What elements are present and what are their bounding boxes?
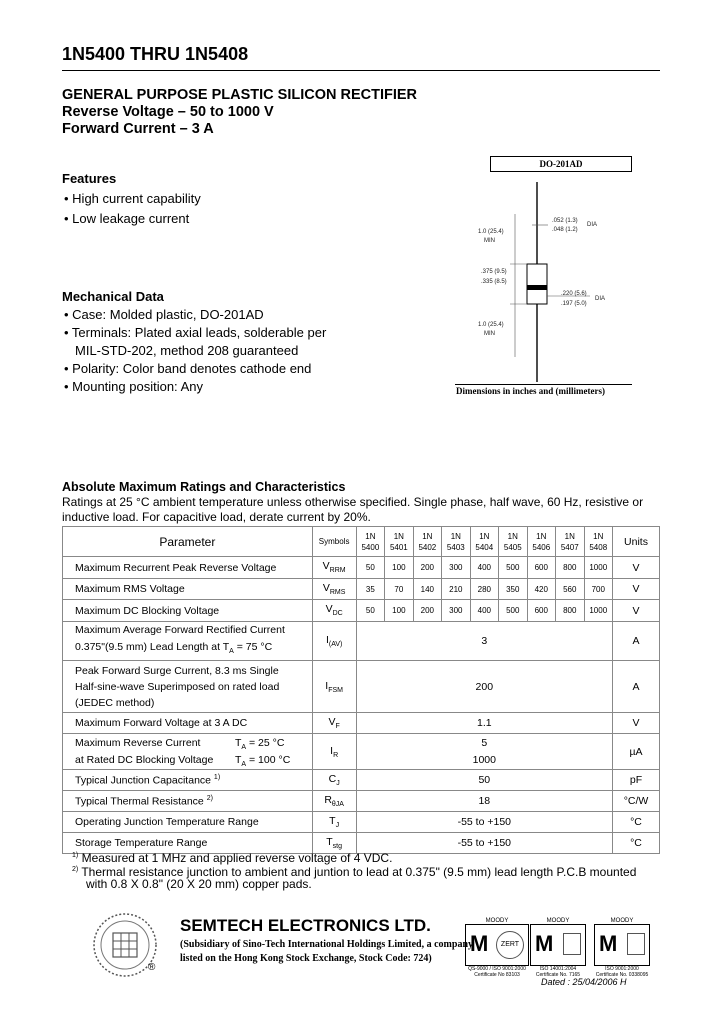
footnote-2-cont: with 0.8 X 0.8" (20 X 20 mm) copper pads.: [86, 877, 312, 891]
header-model: 1N 5404: [470, 527, 498, 557]
value-cell: 560: [556, 579, 584, 600]
value-cell: 350: [499, 579, 527, 600]
mechanical-item: • Case: Molded plastic, DO-201AD: [64, 307, 264, 322]
param-cell: Maximum Average Forward Rectified Current 0.375"(9.5 mm) Lead Length at $T_A = 75$ °C: [63, 622, 313, 661]
mechanical-heading: Mechanical Data: [62, 289, 164, 304]
value-cell: 280: [470, 579, 498, 600]
value-cell: 800: [556, 557, 584, 579]
feature-item: • Low leakage current: [64, 211, 190, 226]
feature-item: • High current capability: [64, 191, 201, 206]
value-cell: 5 1000: [356, 734, 612, 770]
symbol-cell: $V_{DC}$: [312, 600, 356, 622]
body-length-value-1: .375 (9.5): [481, 269, 507, 275]
footnote-1: $^{1)}$ Measured at 1 MHz and applied reverse voltage of 4 VDC.: [72, 851, 393, 865]
value-cell: 1000: [584, 600, 612, 622]
mechanical-item: • Mounting position: Any: [64, 379, 203, 394]
unit-cell: µA: [612, 734, 659, 770]
company-subsidiary-line-2: listed on the Hong Kong Stock Exchange, Stock Code: 724): [180, 953, 432, 964]
document-title: 1N5400 THRU 1N5408: [62, 44, 249, 64]
caption-rule: [455, 384, 632, 385]
forward-current-line: Forward Current – 3 A: [62, 121, 214, 137]
symbol-cell: $V_{RMS}$: [312, 579, 356, 600]
ratings-table: [62, 526, 660, 854]
header-model: 1N 5401: [385, 527, 413, 557]
lead-length-min-1: MIN: [484, 238, 495, 244]
company-name: SEMTECH ELECTRONICS LTD.: [180, 916, 431, 935]
cathode-band: [527, 285, 547, 290]
unit-cell: °C: [612, 833, 659, 854]
value-cell: 600: [527, 600, 555, 622]
symbol-cell: $I_R$: [312, 734, 356, 770]
lead-dia-value-1: .052 (1.3): [552, 218, 578, 224]
ratings-note-2: inductive load. For capacitive load, derate current by 20%.: [62, 510, 371, 524]
lead-length-min-2: MIN: [484, 331, 495, 337]
lead-length-value-2: 1.0 (25.4): [478, 322, 504, 328]
value-cell: 200: [356, 661, 612, 713]
value-cell: 500: [499, 600, 527, 622]
unit-cell: V: [612, 557, 659, 579]
registered-mark: ®: [148, 962, 156, 973]
param-cell: Maximum Recurrent Peak Reverse Voltage: [63, 557, 313, 579]
header-model: 1N 5403: [442, 527, 470, 557]
body-dia-label: DIA: [595, 296, 606, 302]
param-cell: Maximum Forward Voltage at 3 A DC: [63, 713, 313, 734]
product-subtitle: GENERAL PURPOSE PLASTIC SILICON RECTIFIER: [62, 87, 418, 103]
value-cell: 300: [442, 600, 470, 622]
param-cell: Operating Junction Temperature Range: [63, 812, 313, 833]
value-cell: 140: [413, 579, 441, 600]
value-cell: 210: [442, 579, 470, 600]
value-cell: 1000: [584, 557, 612, 579]
symbol-cell: $T_J$: [312, 812, 356, 833]
value-cell: 500: [499, 557, 527, 579]
table-row-vrrm: [63, 557, 660, 579]
certification-badge-3: MOODY M ISO 9001:2000 Certificate No. 0338095: [595, 918, 649, 978]
value-cell: 50: [356, 770, 612, 791]
mechanical-item: • Terminals: Plated axial leads, solderable per: [64, 325, 327, 340]
value-cell: 800: [556, 600, 584, 622]
lead-length-value-1: 1.0 (25.4): [478, 229, 504, 235]
package-name-box: DO-201AD: [490, 156, 632, 172]
value-cell: 400: [470, 600, 498, 622]
header-units: Units: [612, 527, 659, 557]
certification-badge-1: MOODY M ZERT QS-9000 / ISO 9001:2000 Certificate No 83103: [465, 918, 529, 978]
symbol-cell: $V_{RRM}$: [312, 557, 356, 579]
param-cell: Storage Temperature Range: [63, 833, 313, 854]
param-cell: Maximum RMS Voltage: [63, 579, 313, 600]
unit-cell: V: [612, 600, 659, 622]
param-cell: Typical Thermal Resistance $^{2)}$: [63, 791, 313, 812]
ratings-title: Absolute Maximum Ratings and Characteristics: [62, 480, 346, 494]
header-model: 1N 5406: [527, 527, 555, 557]
param-cell: Typical Junction Capacitance $^{1)}$: [63, 770, 313, 791]
title-divider: [62, 70, 660, 71]
footnote-2: $^{2)}$ Thermal resistance junction to ambient and juntion to lead at 0.375" (9.5 mm) lead length P.C.B mounted: [72, 865, 637, 879]
value-cell: 600: [527, 557, 555, 579]
header-symbols: Symbols: [312, 527, 356, 557]
company-subsidiary-line-1: (Subsidiary of Sino-Tech International Holdings Limited, a company: [180, 939, 474, 950]
body-length-value-2: .335 (8.5): [481, 279, 507, 285]
lead-dia-label: DIA: [587, 222, 598, 228]
value-cell: 100: [385, 557, 413, 579]
symbol-cell: $T_{stg}$: [312, 833, 356, 854]
reverse-voltage-line: Reverse Voltage – 50 to 1000 V: [62, 104, 274, 120]
unit-cell: °C: [612, 812, 659, 833]
header-model: 1N 5405: [499, 527, 527, 557]
value-cell: 200: [413, 557, 441, 579]
body-dia-value-2: .197 (5.0): [561, 301, 587, 307]
value-cell: -55 to +150: [356, 812, 612, 833]
value-cell: 50: [356, 557, 384, 579]
table-row-vrms: [63, 579, 660, 600]
table-row-rth: [63, 791, 660, 812]
header-parameter: Parameter: [63, 527, 313, 557]
value-cell: 700: [584, 579, 612, 600]
features-heading: Features: [62, 171, 117, 186]
lead-dia-value-2: .048 (1.2): [552, 227, 578, 233]
header-model: 1N 5400: [356, 527, 384, 557]
body-dia-value-1: .220 (5.6): [561, 291, 587, 297]
value-cell: 18: [356, 791, 612, 812]
mechanical-item: MIL-STD-202, method 208 guaranteed: [75, 343, 299, 358]
unit-cell: A: [612, 661, 659, 713]
value-cell: 1.1: [356, 713, 612, 734]
value-cell: 70: [385, 579, 413, 600]
param-cell: Maximum Reverse Current $T_A = 25$ °C at Rated DC Blocking Voltage $T_A = 100$ °C: [63, 734, 313, 770]
mechanical-item: • Polarity: Color band denotes cathode end: [64, 361, 312, 376]
diode-body: [527, 264, 547, 304]
package-outline-drawing: [440, 172, 680, 387]
value-cell: 200: [413, 600, 441, 622]
unit-cell: V: [612, 579, 659, 600]
header-model: 1N 5408: [584, 527, 612, 557]
param-cell: Peak Forward Surge Current, 8.3 ms Single Half-sine-wave Superimposed on rated load (JEDEC method): [63, 661, 313, 713]
symbol-cell: $I_{FSM}$: [312, 661, 356, 713]
table-row-tj: [63, 812, 660, 833]
value-cell: 50: [356, 600, 384, 622]
symbol-cell: $V_F$: [312, 713, 356, 734]
dimensions-caption: Dimensions in inches and (millimeters): [456, 386, 606, 396]
table-row-ifsm: [63, 661, 660, 713]
table-row-ir: [63, 734, 660, 770]
header-model: 1N 5407: [556, 527, 584, 557]
table-row-vdc: [63, 600, 660, 622]
value-cell: 400: [470, 557, 498, 579]
value-cell: 35: [356, 579, 384, 600]
table-header-row: [63, 527, 660, 557]
certification-badge-2: MOODY M ISO 14001:2004 Certificate No. 7165: [530, 918, 586, 978]
unit-cell: pF: [612, 770, 659, 791]
ratings-note-1: Ratings at 25 °C ambient temperature unless otherwise specified. Single phase, half wave, 60 Hz, resistive or: [62, 495, 644, 509]
value-cell: -55 to +150: [356, 833, 612, 854]
document-date: Dated : 25/04/2006 H: [541, 977, 627, 987]
symbol-cell: $I_{(AV)}$: [312, 622, 356, 661]
value-cell: 100: [385, 600, 413, 622]
value-cell: 3: [356, 622, 612, 661]
value-cell: 300: [442, 557, 470, 579]
table-row-vf: [63, 713, 660, 734]
unit-cell: °C/W: [612, 791, 659, 812]
unit-cell: V: [612, 713, 659, 734]
header-model: 1N 5402: [413, 527, 441, 557]
symbol-cell: $R_{\theta JA}$: [312, 791, 356, 812]
table-row-iav: [63, 622, 660, 661]
table-row-cj: [63, 770, 660, 791]
symbol-cell: $C_J$: [312, 770, 356, 791]
value-cell: 420: [527, 579, 555, 600]
unit-cell: A: [612, 622, 659, 661]
param-cell: Maximum DC Blocking Voltage: [63, 600, 313, 622]
